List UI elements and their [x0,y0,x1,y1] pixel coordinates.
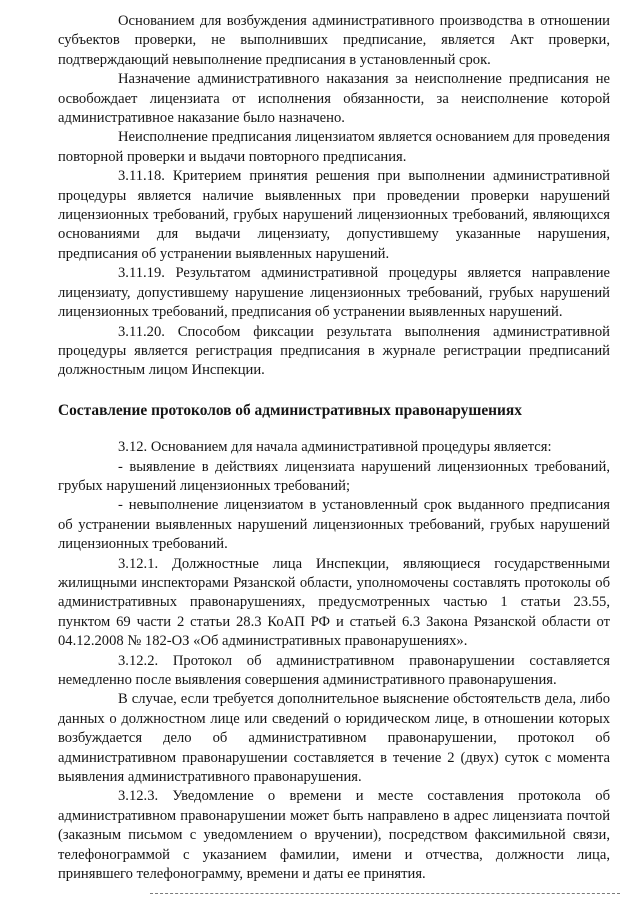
paragraph-3-12-1: 3.12.1. Должностные лица Инспекции, являющиеся государственными жилищными инспекторами Рязанской области, уполномочены составлять протоколы об административных правонарушениях, предусмотренных частью 1 статьи 23.55, пунктом 69 части 2 статьи 28.3 КоАП РФ и статьей 6.3 Закона Рязанской области от 04.12.2008 № 182-ОЗ «Об административных правонарушениях». [58,555,610,650]
paragraph-3-11-18: 3.11.18. Критерием принятия решения при выполнении административной процедуры является наличие выявленных при проведении проверки нарушений лицензионных требований, грубых нарушений лицензионных требований, являющихся основаниями для выдачи лицензиату, допустившему указанные нарушения, предписания об устранении выявленных нарушений. [58,168,610,262]
paragraph-3-12-3: 3.12.3. Уведомление о времени и месте составления протокола об административном правонарушении может быть направлено в адрес лицензиата почтой (заказным письмом с уведомлением о вручении), посредством факсимильной связи, телефонограммой с указанием фамилии, имени и отчества, должности лица, принявшего телефонограмму, времени и даты ее принятия. [58,788,610,883]
document-page [58,12,610,884]
paragraph-basis-admin-proceedings: Основанием для возбуждения административного производства в отношении субъектов проверки, не выполнивших предписание, является Акт проверки, подтверждающий невыполнение предписания в установленный срок. [58,13,610,68]
paragraph-3-11-20: 3.11.20. Способом фиксации результата выполнения административной процедуры является регистрация предписания в журнале регистрации предписаний должностным лицом Инспекции. [58,323,610,379]
list-item-non-fulfillment: - невыполнение лицензиатом в установленный срок выданного предписания об устранении выявленных нарушений лицензионных требований, грубых нарушений лицензионных требований. [58,497,610,553]
paragraph-penalty-not-release: Назначение административного наказания за неисполнение предписания не освобождает лицензиата от исполнения обязанности, за неисполнение которой административное наказание было назначено. [58,71,610,127]
paragraph-additional-clarification: В случае, если требуется дополнительное выяснение обстоятельств дела, либо данных о должностном лице или сведений о юридическом лице, в отношении которых возбуждается дело об административном правонарушении, протокол об административном правонарушении составляется в течение 2 (двух) суток с момента выявления административного правонарушения. [58,691,610,786]
section-heading: Составление протоколов об административных правонарушениях [58,401,522,419]
list-item-violations: - выявление в действиях лицензиата нарушений лицензионных требований, грубых нарушений лицензионных требований; [58,458,610,494]
paragraph-3-11-19: 3.11.19. Результатом административной процедуры является направление лицензиату, допустившему нарушение лицензионных требований, грубых нарушений лицензионных требований, предписания об устранении выявленных нарушений. [58,265,610,321]
paragraph-3-12-2: 3.12.2. Протокол об административном правонарушении составляется немедленно после выявления совершения административного правонарушения. [58,652,610,688]
paragraph-repeat-inspection: Неисполнение предписания лицензиатом является основанием для проведения повторной проверки и выдачи повторного предписания. [58,129,610,165]
paragraph-3-12: 3.12. Основанием для начала административной процедуры является: [118,439,552,456]
footer-rule [150,893,620,894]
